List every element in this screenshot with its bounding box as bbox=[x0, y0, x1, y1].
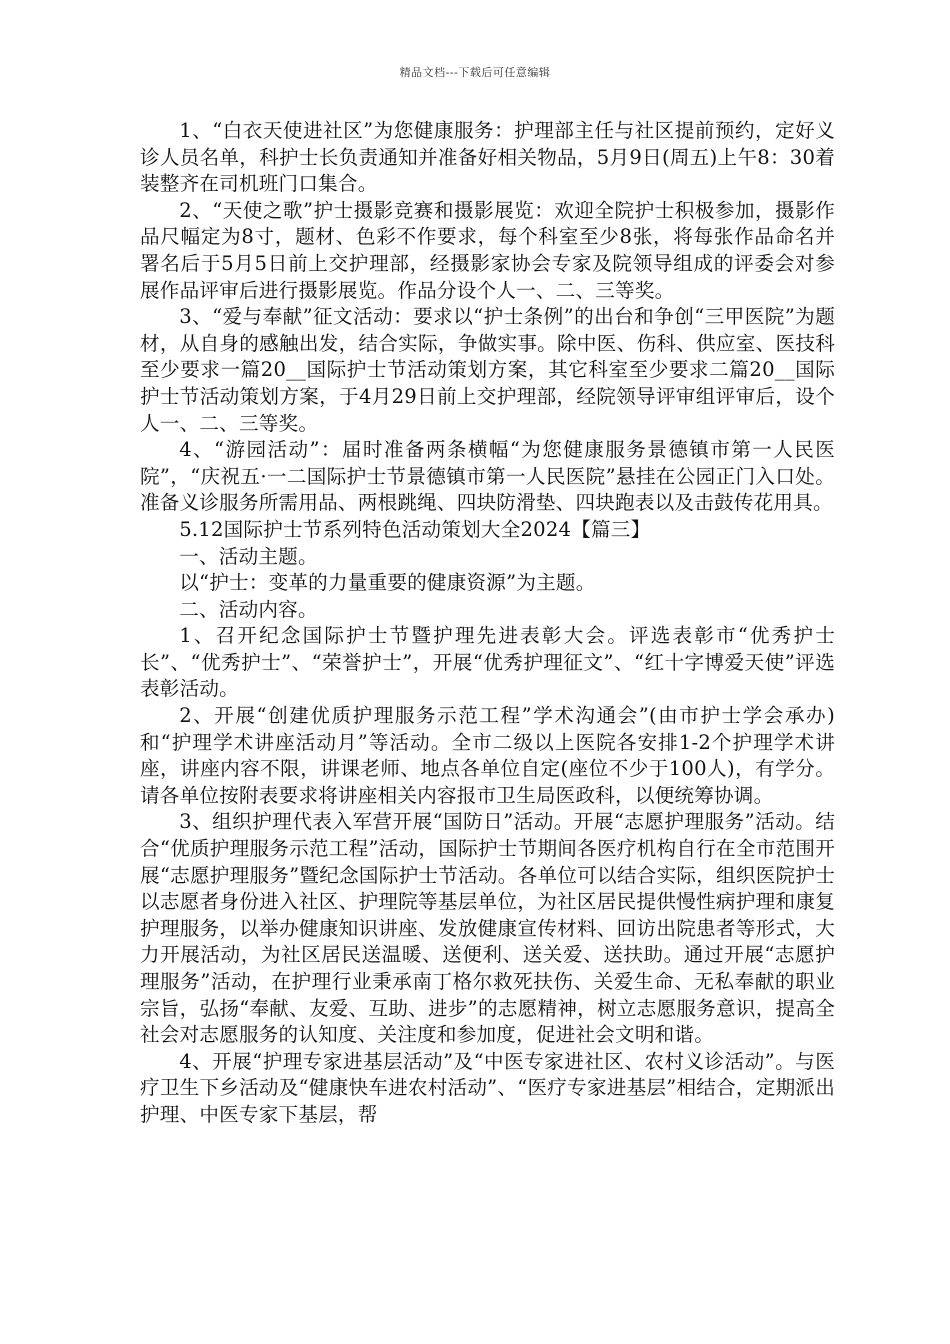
paragraph-experts-grassroots: 4、开展“护理专家进基层活动”及“中医专家进社区、农村义诊活动”。与医疗卫生下乡活动及“健康快车进农村活动”、“医疗专家进基层”相结合，定期派出护理、中医专家下基层，帮 bbox=[140, 1049, 835, 1126]
document-body bbox=[140, 118, 835, 1129]
header-note: 精品文档---下载后可任意编辑 bbox=[399, 66, 551, 79]
paragraph-academic-exchange: 2、开展“创建优质护理服务示范工程”学术沟通会”(由市护士学会承办)和“护理学术讲座活动月”等活动。全市二级以上医院各安排1-2个护理学术讲座，讲座内容不限，讲课老师、地点各单位自定(座位不少于100人)，有学分。请各单位按附表要求将讲座相关内容报市卫生局医政科，以便统筹协调。 bbox=[140, 704, 835, 807]
heading-activity-content: 二、活动内容。 bbox=[179, 597, 318, 621]
paragraph-garden-activity: 4、“游园活动”：届时准备两条横幅“为您健康服务景德镇市第一人民医院”，“庆祝五·一二国际护士节景德镇市第一人民医院”悬挂在公园正门入口处。准备义诊服务所需用品、两根跳绳、四块防滑垫、四块跑表以及击鼓传花用具。 bbox=[140, 438, 835, 515]
paragraph-volunteer-service: 3、组织护理代表入军营开展“国防日”活动。开展“志愿护理服务”活动。结合“优质护理服务示范工程”活动，国际护士节期间各医疗机构自行在全市范围开展“志愿护理服务”暨纪念国际护士节活动。各单位可以结合实际，组织医院护士以志愿者身份进入社区、护理院等基层单位，为社区居民提供慢性病护理和康复护理服务，以举办健康知识讲座、发放健康宣传材料、回访出院患者等形式，大力开展活动，为社区居民送温暖、送便利、送关爱、送扶助。通过开展“志愿护理服务”活动，在护理行业秉承南丁格尔救死扶伤、关爱生命、无私奉献的职业宗旨，弘扬“奉献、友爱、互助、进步”的志愿精神，树立志愿服务意识，提高全社会对志愿服务的认知度、关注度和参加度，促进社会文明和谐。 bbox=[140, 810, 835, 1047]
section-heading-part-three: 5.12国际护士节系列特色活动策划大全2024【篇三】 bbox=[179, 517, 651, 541]
paragraph-white-coat-community: 1、“白衣天使进社区”为您健康服务：护理部主任与社区提前预约，定好义诊人员名单，科护士长负责通知并准备好相关物品，5月9日(周五)上午8：30着装整齐在司机班门口集合。 bbox=[140, 119, 835, 196]
paragraph-theme-text: 以“护士：变革的力量重要的健康资源”为主题。 bbox=[179, 571, 596, 595]
paragraph-commendation-meeting: 1、召开纪念国际护士节暨护理先进表彰大会。评选表彰市“优秀护士长”、“优秀护士”、“荣誉护士”，开展“优秀护理征文”、“红十字博爱天使”评选表彰活动。 bbox=[140, 624, 835, 701]
paragraph-photography-contest: 2、“天使之歌”护士摄影竞赛和摄影展览：欢迎全院护士积极参加，摄影作品尺幅定为8寸，题材、色彩不作要求，每个科室至少8张，将每张作品命名并署名后于5月5日前上交护理部，经摄影家协会专家及院领导组成的评委会对参展作品评审后进行摄影展览。作品分设个人一、二、三等奖。 bbox=[140, 198, 835, 302]
paragraph-essay-activity: 3、“爱与奉献”征文活动：要求以“护士条例”的出台和争创“三甲医院”为题材，从自身的感触出发，结合实际，争做实事。除中医、伤科、供应室、医技科至少要求一篇20__国际护士节活动策划方案，其它科室至少要求二篇20__国际护士节活动策划方案，于4月29日前上交护理部，经院领导评审组评审后，设个人一、二、三等奖。 bbox=[140, 305, 835, 435]
heading-activity-theme: 一、活动主题。 bbox=[179, 544, 318, 568]
